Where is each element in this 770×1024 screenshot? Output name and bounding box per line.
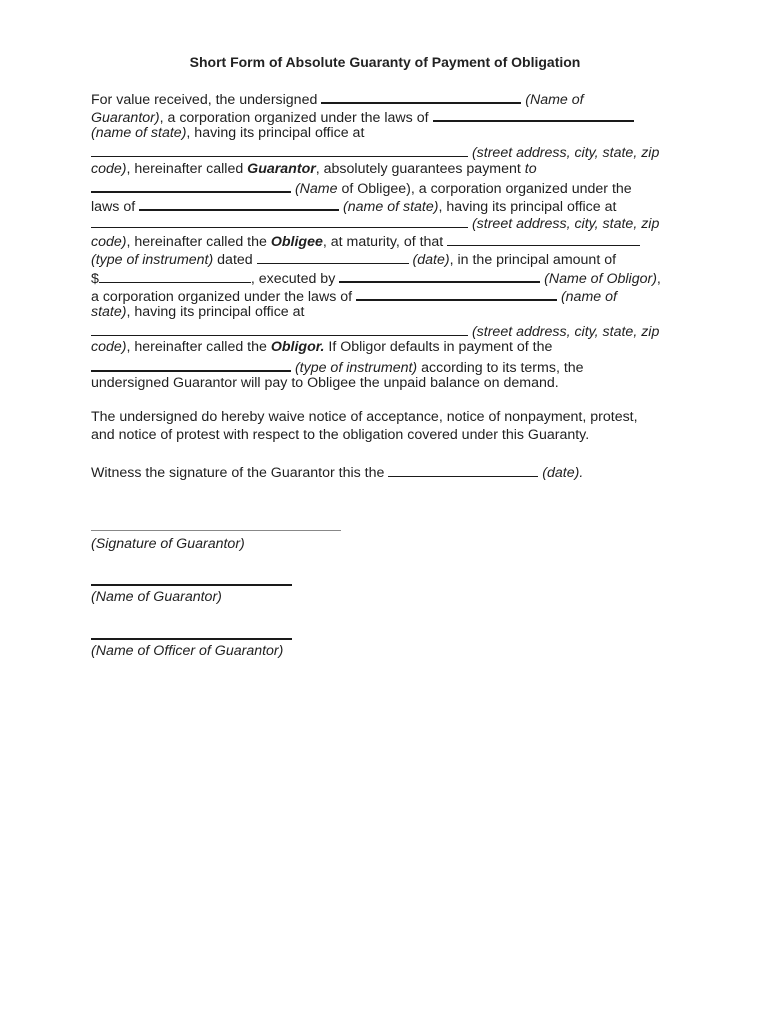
instrument-type-blank[interactable]: [447, 232, 640, 246]
guarantor-signature-line[interactable]: [91, 530, 341, 531]
text-line: a corporation organized under the laws of (name of: [91, 286, 681, 304]
obligor-state-blank[interactable]: [356, 286, 557, 301]
text-line: code), hereinafter called Guarantor, absolutely guarantees payment to: [91, 160, 537, 177]
text-line: For value received, the undersigned (Name of: [91, 89, 681, 107]
guaranty-paragraph: [91, 89, 681, 393]
text-line: (street address, city, state, zip: [91, 143, 681, 161]
text-line: (Name of Obligee), a corporation organized under the: [91, 178, 681, 196]
officer-name-label: (Name of Officer of Guarantor): [91, 643, 284, 659]
guarantor-state-blank[interactable]: [433, 107, 634, 122]
text-line: code), hereinafter called the Obligee, at maturity, of that: [91, 232, 681, 250]
text-line: laws of (name of state), having its principal office at: [91, 196, 681, 214]
guarantor-name-blank[interactable]: [321, 89, 521, 104]
text-line: Guarantor), a corporation organized under the laws of: [91, 107, 681, 125]
text-line: code), hereinafter called the Obligor. If Obligor defaults in payment of the: [91, 339, 553, 356]
text-line: undersigned Guarantor will pay to Obligee the unpaid balance on demand.: [91, 375, 559, 392]
principal-amount-blank[interactable]: [99, 269, 251, 283]
obligee-state-blank[interactable]: [139, 196, 339, 211]
text-line: state), having its principal office at: [91, 303, 305, 320]
guarantor-signature-label: (Signature of Guarantor): [91, 536, 245, 552]
obligor-name-blank[interactable]: [339, 268, 540, 283]
text-line: $ , executed by (Name of Obligor),: [91, 268, 681, 286]
witness-paragraph: [91, 463, 681, 481]
obligee-address-blank[interactable]: [91, 214, 468, 228]
document-title: Short Form of Absolute Guaranty of Payment of Obligation: [189, 54, 581, 70]
guarantor-name-label: (Name of Guarantor): [91, 589, 222, 605]
text-line: (type of instrument) dated (date), in the principal amount of: [91, 252, 617, 269]
guarantor-address-blank[interactable]: [91, 143, 468, 157]
officer-name-line[interactable]: [91, 638, 292, 640]
text-line: (street address, city, state, zip: [91, 322, 681, 340]
waiver-paragraph: [91, 409, 681, 445]
text-line: The undersigned do hereby waive notice of acceptance, notice of nonpayment, protest,: [91, 409, 638, 425]
text-line: Witness the signature of the Guarantor this the (date).: [91, 465, 584, 481]
default-instrument-blank[interactable]: [91, 357, 291, 372]
text-line: (name of state), having its principal office at: [91, 124, 365, 141]
text-line: and notice of protest with respect to the obligation covered under this Guaranty.: [91, 426, 590, 443]
witness-date-blank[interactable]: [388, 463, 538, 477]
text-line: (type of instrument) according to its terms, the: [91, 357, 681, 375]
text-line: (street address, city, state, zip: [91, 214, 681, 232]
guarantor-name-line[interactable]: [91, 584, 292, 586]
obligor-address-blank[interactable]: [91, 322, 468, 336]
obligee-name-blank[interactable]: [91, 178, 291, 193]
instrument-date-blank[interactable]: [257, 250, 409, 264]
